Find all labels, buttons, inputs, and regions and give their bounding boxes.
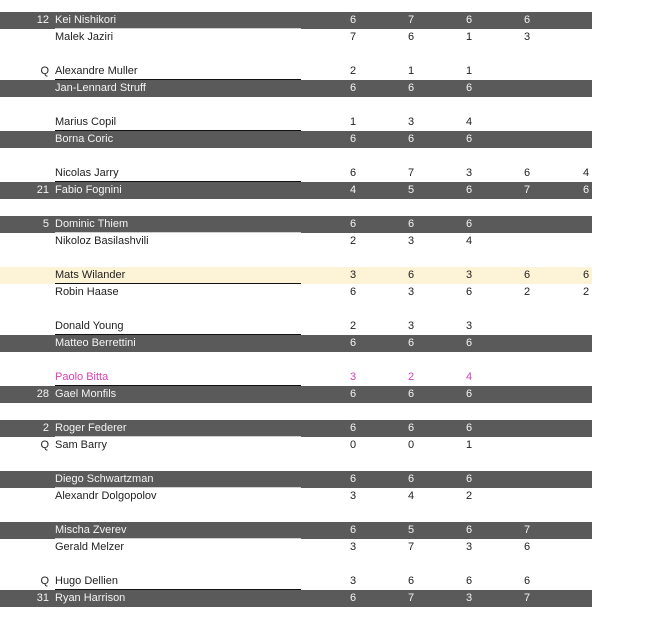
player-name: Nicolas Jarry bbox=[55, 165, 301, 182]
player-row bbox=[0, 335, 592, 352]
set-3-score: 6 bbox=[465, 14, 473, 26]
set-3-score: 1 bbox=[465, 31, 473, 43]
set-3-score: 6 bbox=[465, 473, 473, 485]
set-3-score: 6 bbox=[465, 184, 473, 196]
set-1-score: 2 bbox=[349, 65, 357, 77]
set-1-score: 3 bbox=[349, 371, 357, 383]
set-3-score: 1 bbox=[465, 65, 473, 77]
set-2-score: 6 bbox=[407, 422, 415, 434]
set-3-score: 6 bbox=[465, 524, 473, 536]
set-3-score: 6 bbox=[465, 575, 473, 587]
set-3-score: 4 bbox=[465, 116, 473, 128]
player-row bbox=[0, 12, 592, 29]
set-2-score: 7 bbox=[407, 167, 415, 179]
set-2-score: 3 bbox=[407, 286, 415, 298]
player-row bbox=[0, 131, 592, 148]
set-3-score: 3 bbox=[465, 269, 473, 281]
set-1-score: 7 bbox=[349, 31, 357, 43]
set-2-score: 3 bbox=[407, 235, 415, 247]
player-name: Malek Jaziri bbox=[55, 31, 114, 43]
player-row bbox=[0, 114, 592, 131]
set-2-score: 2 bbox=[407, 371, 415, 383]
player-row bbox=[0, 318, 592, 335]
set-1-score: 0 bbox=[349, 439, 357, 451]
player-row bbox=[0, 369, 592, 386]
set-1-score: 3 bbox=[349, 541, 357, 553]
set-4-score: 6 bbox=[523, 14, 531, 26]
player-name: Gerald Melzer bbox=[55, 541, 125, 553]
player-name: Borna Coric bbox=[55, 133, 114, 145]
player-seed: 2 bbox=[42, 422, 49, 434]
set-2-score: 7 bbox=[407, 541, 415, 553]
player-seed: Q bbox=[40, 65, 49, 77]
set-3-score: 3 bbox=[465, 320, 473, 332]
player-row bbox=[0, 267, 592, 284]
set-1-score: 4 bbox=[349, 184, 357, 196]
set-1-score: 2 bbox=[349, 235, 357, 247]
player-name: Hugo Dellien bbox=[55, 573, 301, 590]
set-2-score: 6 bbox=[407, 133, 415, 145]
player-row bbox=[0, 420, 592, 437]
player-name: Jan-Lennard Struff bbox=[55, 82, 146, 94]
player-row bbox=[0, 63, 592, 80]
player-name: Paolo Bitta bbox=[55, 369, 301, 386]
player-name: Mats Wilander bbox=[55, 267, 301, 284]
set-1-score: 3 bbox=[349, 490, 357, 502]
player-row bbox=[0, 80, 592, 97]
player-row bbox=[0, 386, 592, 403]
player-seed: 21 bbox=[36, 184, 49, 196]
set-3-score: 6 bbox=[465, 133, 473, 145]
player-seed: Q bbox=[40, 575, 49, 587]
player-name: Ryan Harrison bbox=[55, 592, 126, 604]
player-row bbox=[0, 488, 592, 505]
set-1-score: 2 bbox=[349, 320, 357, 332]
set-1-score: 3 bbox=[349, 575, 357, 587]
set-3-score: 6 bbox=[465, 337, 473, 349]
set-4-score: 6 bbox=[523, 541, 531, 553]
player-seed: Q bbox=[40, 439, 49, 451]
set-2-score: 5 bbox=[407, 524, 415, 536]
player-name: Dominic Thiem bbox=[55, 216, 301, 233]
set-3-score: 3 bbox=[465, 541, 473, 553]
set-1-score: 6 bbox=[349, 133, 357, 145]
set-1-score: 6 bbox=[349, 14, 357, 26]
set-5-score: 2 bbox=[582, 286, 590, 298]
player-name: Diego Schwartzman bbox=[55, 471, 301, 488]
player-row bbox=[0, 573, 592, 590]
player-row bbox=[0, 29, 592, 46]
set-3-score: 1 bbox=[465, 439, 473, 451]
set-1-score: 6 bbox=[349, 592, 357, 604]
set-3-score: 4 bbox=[465, 235, 473, 247]
set-3-score: 6 bbox=[465, 422, 473, 434]
set-4-score: 7 bbox=[523, 184, 531, 196]
set-2-score: 7 bbox=[407, 14, 415, 26]
player-row bbox=[0, 471, 592, 488]
player-seed: 12 bbox=[36, 14, 49, 26]
set-2-score: 5 bbox=[407, 184, 415, 196]
set-2-score: 3 bbox=[407, 320, 415, 332]
set-4-score: 6 bbox=[523, 167, 531, 179]
player-name: Robin Haase bbox=[55, 286, 119, 298]
player-row bbox=[0, 539, 592, 556]
player-seed: 5 bbox=[42, 218, 49, 230]
set-1-score: 6 bbox=[349, 422, 357, 434]
set-3-score: 6 bbox=[465, 82, 473, 94]
player-row bbox=[0, 522, 592, 539]
player-row bbox=[0, 233, 592, 250]
player-row bbox=[0, 165, 592, 182]
set-2-score: 1 bbox=[407, 65, 415, 77]
player-name: Gael Monfils bbox=[55, 388, 117, 400]
set-1-score: 6 bbox=[349, 473, 357, 485]
player-row bbox=[0, 182, 592, 199]
player-name: Mischa Zverev bbox=[55, 522, 301, 539]
set-4-score: 7 bbox=[523, 524, 531, 536]
set-2-score: 6 bbox=[407, 388, 415, 400]
player-row bbox=[0, 216, 592, 233]
player-name: Donald Young bbox=[55, 318, 301, 335]
player-name: Alexandre Muller bbox=[55, 63, 301, 80]
set-2-score: 6 bbox=[407, 473, 415, 485]
set-2-score: 3 bbox=[407, 116, 415, 128]
set-1-score: 6 bbox=[349, 82, 357, 94]
player-row bbox=[0, 284, 592, 301]
set-4-score: 6 bbox=[523, 269, 531, 281]
set-1-score: 6 bbox=[349, 167, 357, 179]
set-1-score: 1 bbox=[349, 116, 357, 128]
set-1-score: 6 bbox=[349, 337, 357, 349]
set-2-score: 6 bbox=[407, 31, 415, 43]
set-4-score: 3 bbox=[523, 31, 531, 43]
set-3-score: 6 bbox=[465, 388, 473, 400]
set-1-score: 6 bbox=[349, 218, 357, 230]
set-5-score: 4 bbox=[582, 167, 590, 179]
set-1-score: 6 bbox=[349, 388, 357, 400]
set-3-score: 6 bbox=[465, 218, 473, 230]
set-3-score: 4 bbox=[465, 371, 473, 383]
set-1-score: 6 bbox=[349, 524, 357, 536]
set-5-score: 6 bbox=[582, 184, 590, 196]
set-2-score: 4 bbox=[407, 490, 415, 502]
player-name: Marius Copil bbox=[55, 114, 301, 131]
set-1-score: 6 bbox=[349, 286, 357, 298]
set-2-score: 7 bbox=[407, 592, 415, 604]
set-5-score: 6 bbox=[582, 269, 590, 281]
set-4-score: 2 bbox=[523, 286, 531, 298]
set-2-score: 6 bbox=[407, 337, 415, 349]
set-3-score: 6 bbox=[465, 286, 473, 298]
set-1-score: 3 bbox=[349, 269, 357, 281]
set-4-score: 7 bbox=[523, 592, 531, 604]
player-name: Nikoloz Basilashvili bbox=[55, 235, 149, 247]
set-2-score: 0 bbox=[407, 439, 415, 451]
player-row bbox=[0, 437, 592, 454]
player-row bbox=[0, 590, 592, 607]
player-name: Alexandr Dolgopolov bbox=[55, 490, 157, 502]
player-name: Kei Nishikori bbox=[55, 12, 301, 29]
player-seed: 28 bbox=[36, 388, 49, 400]
set-3-score: 3 bbox=[465, 167, 473, 179]
player-seed: 31 bbox=[36, 592, 49, 604]
set-3-score: 2 bbox=[465, 490, 473, 502]
player-name: Roger Federer bbox=[55, 420, 301, 437]
set-3-score: 3 bbox=[465, 592, 473, 604]
player-name: Sam Barry bbox=[55, 439, 107, 451]
set-2-score: 6 bbox=[407, 575, 415, 587]
set-2-score: 6 bbox=[407, 218, 415, 230]
set-4-score: 6 bbox=[523, 575, 531, 587]
set-2-score: 6 bbox=[407, 269, 415, 281]
set-2-score: 6 bbox=[407, 82, 415, 94]
player-name: Matteo Berrettini bbox=[55, 337, 136, 349]
player-name: Fabio Fognini bbox=[55, 184, 122, 196]
